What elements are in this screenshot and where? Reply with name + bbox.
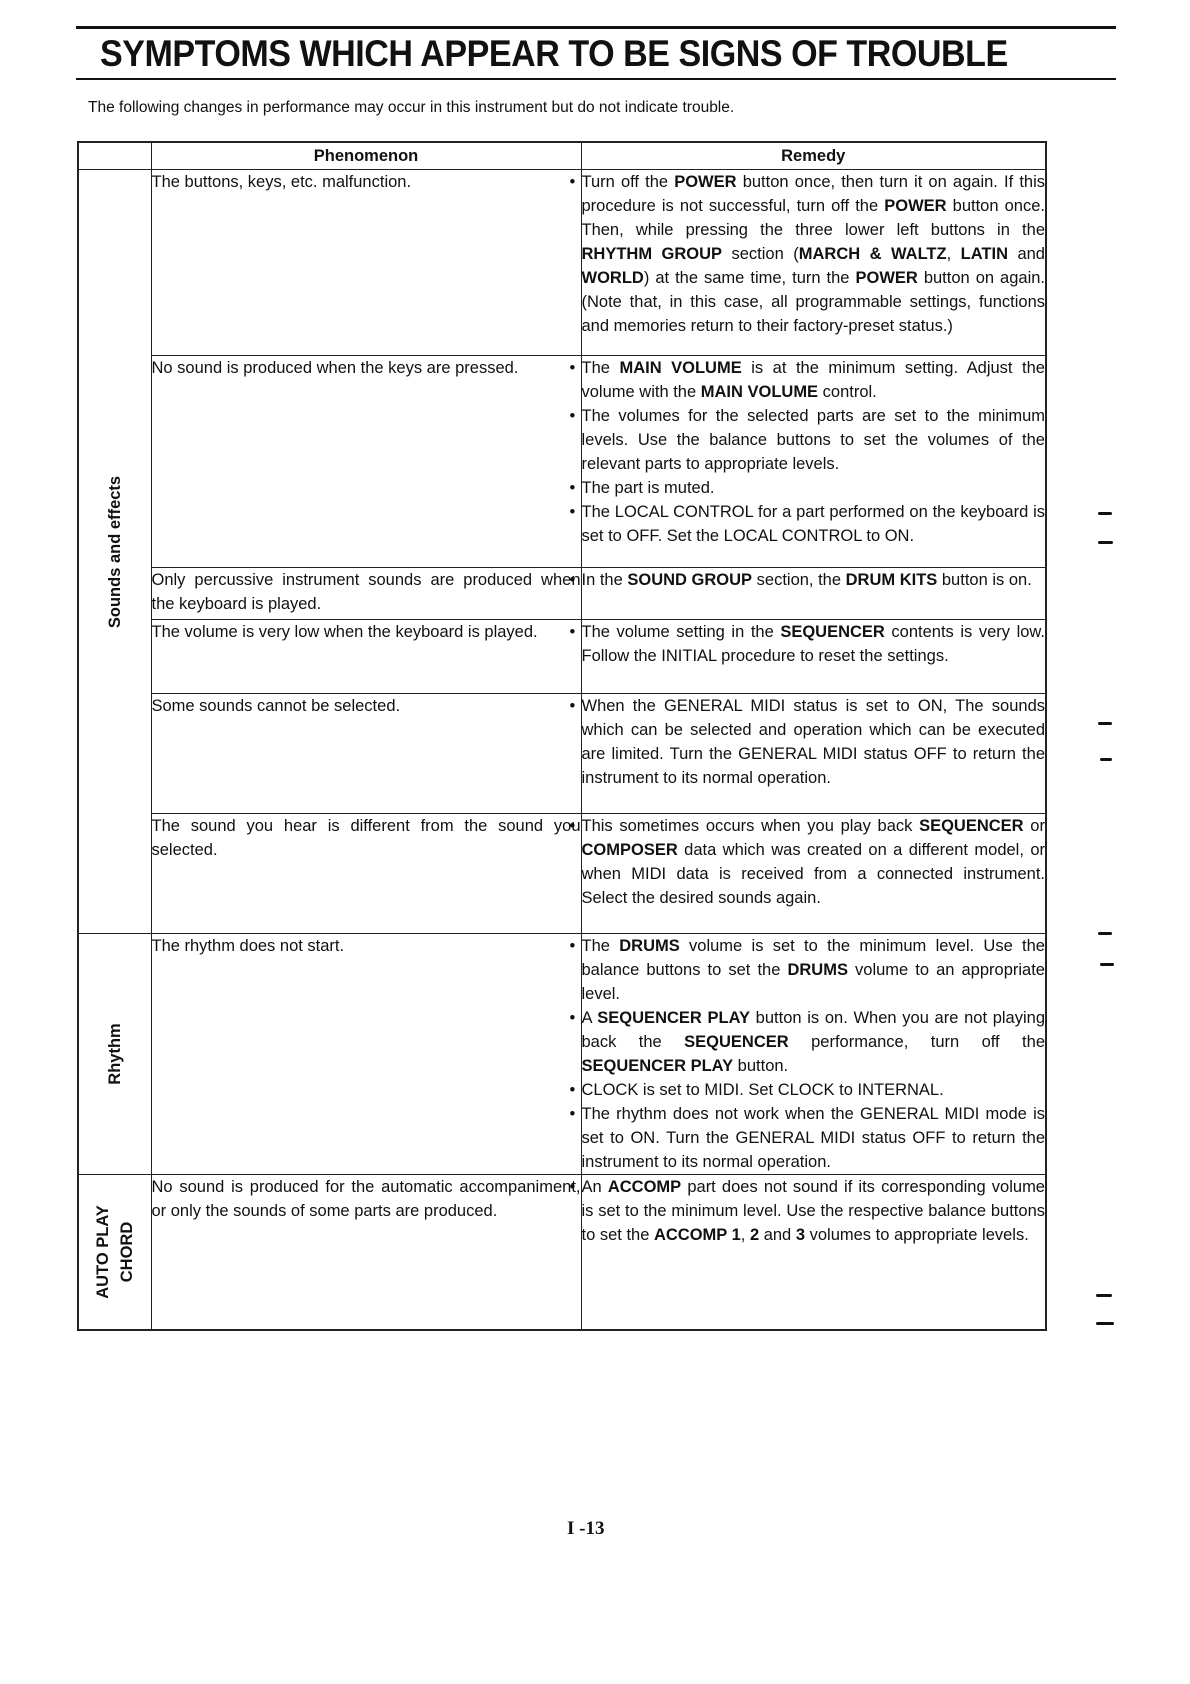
remedy-keyword: DRUM KITS: [845, 571, 938, 589]
remedy-item: [582, 476, 1046, 500]
title-bar: [76, 26, 1116, 80]
remedy-keyword: ACCOMP: [607, 1178, 682, 1196]
header-phenomenon: Phenomenon: [151, 142, 581, 170]
table-row: [78, 814, 1046, 934]
remedy-cell: [581, 814, 1046, 934]
table-row: [78, 568, 1046, 620]
remedy-text: data which was created on a different model, or when MIDI data is received from a connected instrument. Select the desired sounds again.: [581, 841, 1045, 907]
scan-edge-mark: [1098, 932, 1112, 935]
remedy-keyword: SEQUENCER PLAY: [581, 1057, 734, 1075]
remedy-text: volume is set to the minimum level. Use the balance buttons to set the: [581, 937, 1045, 979]
remedy-item: [582, 1078, 1046, 1102]
phenomenon-cell: The buttons, keys, etc. malfunction.: [151, 170, 581, 356]
remedy-keyword: POWER: [855, 269, 918, 287]
remedy-keyword: COMPOSER: [581, 841, 678, 859]
remedy-text: A: [581, 1009, 598, 1027]
remedy-text: part does not sound if its corresponding volume is set to the minimum level. Use the respective balance buttons to set the: [581, 1178, 1045, 1244]
remedy-text: The: [581, 359, 620, 377]
remedy-cell: [581, 1175, 1046, 1330]
category-label-line: CHORD: [117, 1221, 136, 1282]
remedy-text: is at the minimum setting. Adjust the volume with the: [581, 359, 1045, 401]
remedy-text: volume to an appropriate level.: [581, 961, 1045, 1003]
table-row: [78, 1175, 1046, 1330]
scan-edge-mark: [1098, 512, 1112, 515]
remedy-cell: [581, 356, 1046, 568]
remedy-keyword: WORLD: [581, 269, 644, 287]
remedy-text: button once. Then, while pressing the three lower left buttons in the: [581, 197, 1045, 239]
remedy-keyword: SEQUENCER: [780, 623, 885, 641]
remedy-text: button on again. (Note that, in this case, all programmable settings, functions and memories return to their factory-preset status.): [581, 269, 1046, 335]
phenomenon-cell: The sound you hear is different from the sound you selected.: [151, 814, 581, 934]
scan-edge-mark: [1098, 722, 1112, 725]
remedy-cell: [581, 620, 1046, 694]
table-row: [78, 170, 1046, 356]
remedy-cell: [581, 934, 1046, 1175]
remedy-text: Turn off the: [581, 173, 675, 191]
phenomenon-cell: The volume is very low when the keyboard is played.: [151, 620, 581, 694]
remedy-text: ,: [946, 245, 961, 263]
remedy-keyword: POWER: [674, 173, 737, 191]
remedy-text: The volumes for the selected parts are set to the minimum levels. Use the balance buttons to set the volumes of the relevant parts to appropriate levels.: [581, 407, 1045, 473]
remedy-keyword: 3: [795, 1226, 806, 1244]
remedy-text: or: [1023, 817, 1045, 835]
remedy-keyword: SEQUENCER PLAY: [597, 1009, 750, 1027]
trouble-table: [77, 141, 1047, 1331]
category-cell: [78, 170, 151, 934]
scan-edge-mark: [1100, 963, 1114, 966]
remedy-text: When the GENERAL MIDI status is set to ON, The sounds which can be selected and operation which can be executed are limited. Turn the GENERAL MIDI status OFF to return the instrument to its normal operation.: [581, 697, 1045, 787]
remedy-text: The rhythm does not work when the GENERAL MIDI mode is set to ON. Turn the GENERAL MIDI status OFF to return the instrument to its normal operation.: [581, 1105, 1045, 1171]
table-row: [78, 620, 1046, 694]
remedy-text: The LOCAL CONTROL for a part performed on the keyboard is set to OFF. Set the LOCAL CONTROL to ON.: [581, 503, 1045, 545]
remedy-item: [582, 500, 1046, 548]
phenomenon-cell: No sound is produced for the automatic accompaniment, or only the sounds of some parts are produced.: [151, 1175, 581, 1330]
remedy-keyword: ACCOMP 1: [653, 1226, 741, 1244]
remedy-text: ) at the same time, turn the: [643, 269, 856, 287]
table-row: [78, 934, 1046, 1175]
remedy-item: [582, 404, 1046, 476]
remedy-text: The part is muted.: [581, 479, 715, 497]
category-label: Rhythm: [105, 1023, 124, 1085]
remedy-text: and: [759, 1226, 796, 1244]
remedy-item: [582, 814, 1046, 910]
remedy-keyword: MAIN VOLUME: [619, 359, 742, 377]
remedy-text: button once, then turn it on again. If this procedure is not successful, turn off the: [581, 173, 1045, 215]
remedy-text: ,: [740, 1226, 750, 1244]
page-number: I -13: [567, 1518, 605, 1539]
remedy-text: button.: [733, 1057, 789, 1075]
remedy-item: [582, 620, 1046, 668]
remedy-text: section, the: [752, 571, 846, 589]
remedy-item: [582, 694, 1046, 790]
remedy-keyword: MARCH & WALTZ: [798, 245, 947, 263]
category-cell: [78, 934, 151, 1175]
remedy-item: [582, 1006, 1046, 1078]
remedy-item: [582, 934, 1046, 1006]
category-label-line: AUTO PLAY: [93, 1204, 112, 1299]
table-header-row: [78, 142, 1046, 170]
remedy-text: An: [581, 1178, 608, 1196]
remedy-text: In the: [581, 571, 628, 589]
phenomenon-cell: Some sounds cannot be selected.: [151, 694, 581, 814]
table-row: [78, 694, 1046, 814]
remedy-text: performance, turn off the: [788, 1033, 1045, 1051]
header-category: [78, 142, 151, 170]
remedy-keyword: SEQUENCER: [919, 817, 1024, 835]
scan-edge-mark: [1098, 541, 1113, 544]
remedy-item: [582, 170, 1046, 338]
remedy-text: The: [581, 937, 620, 955]
remedy-text: button is on. When you are not playing back the: [581, 1009, 1046, 1051]
remedy-cell: [581, 568, 1046, 620]
remedy-text: volumes to appropriate levels.: [805, 1226, 1029, 1244]
remedy-text: The volume setting in the: [581, 623, 781, 641]
table-row: [78, 356, 1046, 568]
remedy-text: and: [1008, 245, 1045, 263]
remedy-keyword: SOUND GROUP: [627, 571, 753, 589]
remedy-keyword: DRUMS: [619, 937, 680, 955]
remedy-item: [582, 356, 1046, 404]
remedy-text: section (: [722, 245, 799, 263]
remedy-text: contents is very low. Follow the INITIAL procedure to reset the settings.: [581, 623, 1045, 665]
remedy-item: [582, 568, 1046, 592]
remedy-keyword: MAIN VOLUME: [700, 383, 819, 401]
header-remedy: Remedy: [581, 142, 1046, 170]
remedy-keyword: DRUMS: [787, 961, 848, 979]
remedy-item: [582, 1102, 1046, 1174]
scan-edge-mark: [1100, 758, 1112, 761]
remedy-cell: [581, 694, 1046, 814]
remedy-text: button is on.: [937, 571, 1032, 589]
scan-edge-mark: [1096, 1322, 1114, 1325]
remedy-keyword: LATIN: [960, 245, 1008, 263]
remedy-cell: [581, 170, 1046, 356]
remedy-keyword: SEQUENCER: [684, 1033, 789, 1051]
table-body: [78, 170, 1046, 1330]
phenomenon-cell: The rhythm does not start.: [151, 934, 581, 1175]
phenomenon-cell: Only percussive instrument sounds are produced when the keyboard is played.: [151, 568, 581, 620]
remedy-text: control.: [818, 383, 877, 401]
remedy-keyword: RHYTHM GROUP: [581, 245, 723, 263]
scan-edge-mark: [1096, 1294, 1112, 1297]
phenomenon-cell: No sound is produced when the keys are pressed.: [151, 356, 581, 568]
remedy-text: This sometimes occurs when you play back: [581, 817, 920, 835]
remedy-keyword: 2: [749, 1226, 760, 1244]
page-title: SYMPTOMS WHICH APPEAR TO BE SIGNS OF TROUBLE: [100, 33, 1008, 74]
category-cell: [78, 1175, 151, 1330]
remedy-keyword: POWER: [884, 197, 947, 215]
category-label: [91, 1205, 139, 1299]
intro-text: The following changes in performance may occur in this instrument but do not indicate trouble.: [88, 99, 735, 116]
remedy-text: CLOCK is set to MIDI. Set CLOCK to INTERNAL.: [581, 1081, 944, 1099]
remedy-item: [582, 1175, 1046, 1247]
category-label: Sounds and effects: [105, 475, 124, 628]
